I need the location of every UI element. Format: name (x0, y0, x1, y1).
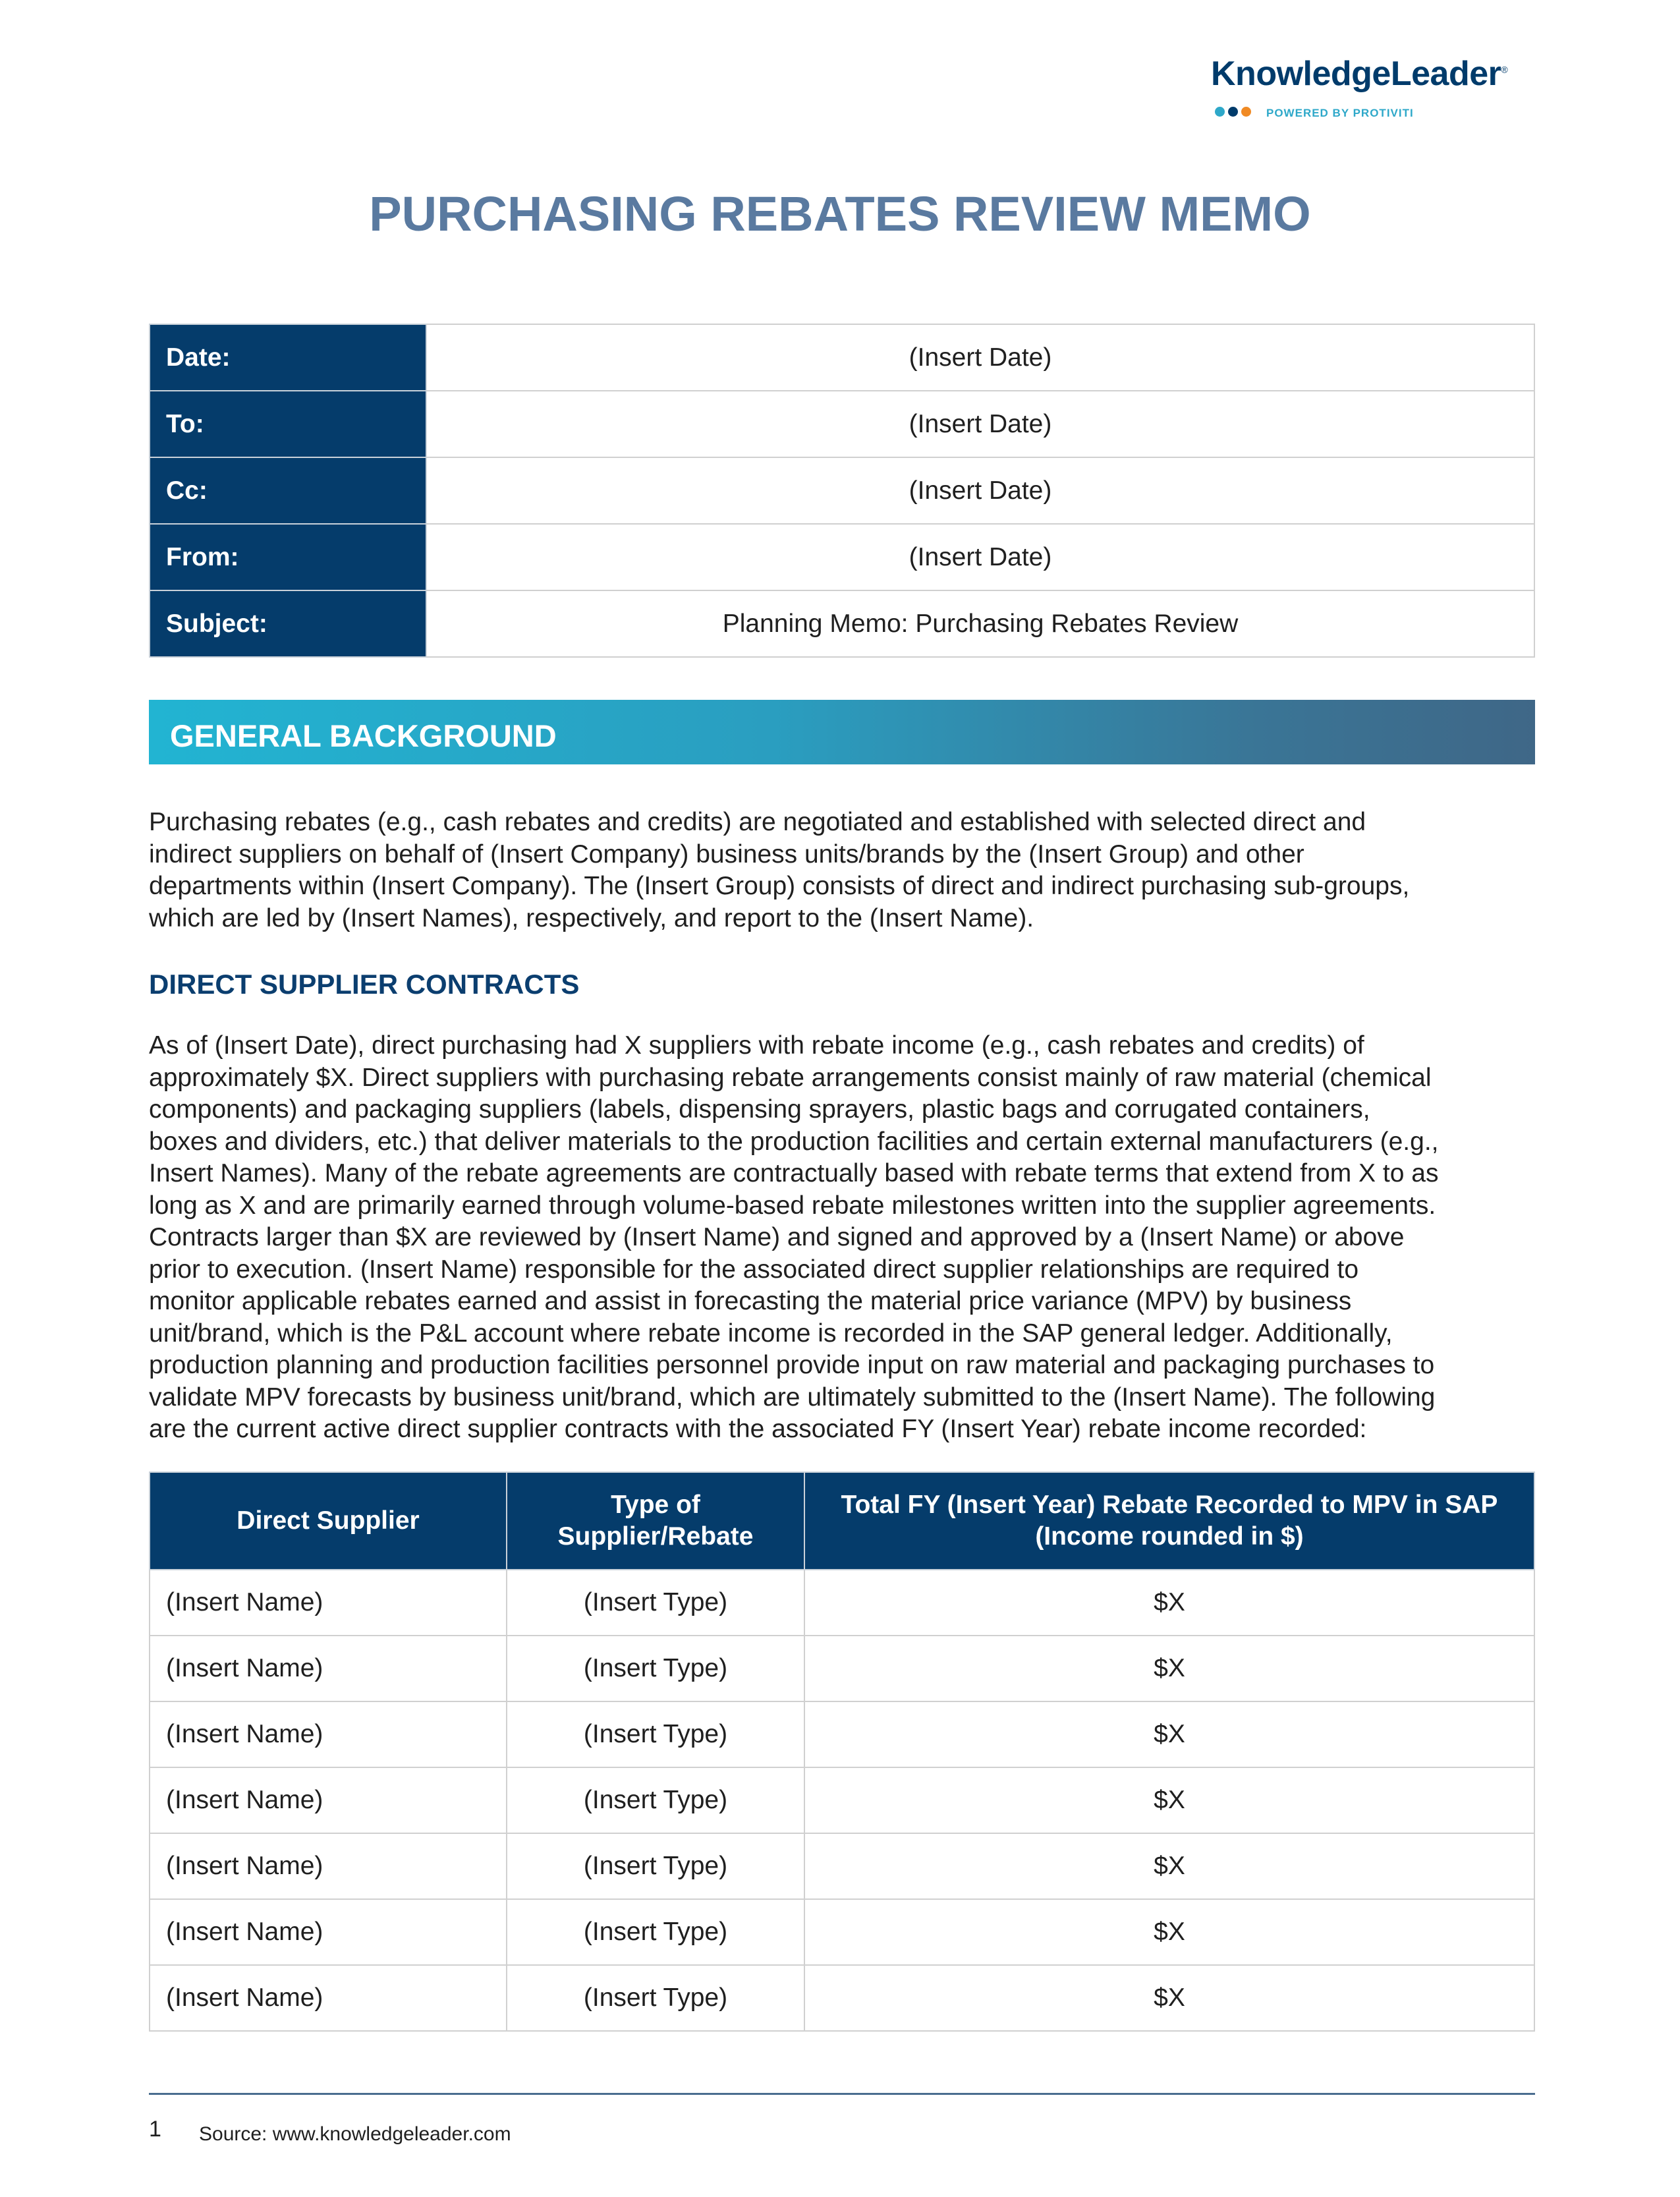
column-header-type: Type of Supplier/Rebate (507, 1472, 804, 1570)
direct-supplier-paragraph (149, 1030, 1539, 1446)
paragraph-line: Contracts larger than $X are reviewed by (Insert Name) and signed and approved by a (Insert Name) or above (149, 1223, 1405, 1251)
paragraph-line: components) and packaging suppliers (labels, dispensing sprayers, plastic bags and corrugated containers, (149, 1095, 1370, 1124)
memo-row (150, 524, 1534, 590)
supplier-name-cell[interactable]: (Insert Name) (150, 1965, 507, 2031)
supplier-type-cell[interactable]: (Insert Type) (507, 1965, 804, 2031)
paragraph-line: long as X and are primarily earned through volume-based rebate milestones written into the supplier agreements. (149, 1191, 1436, 1220)
rebate-total-cell[interactable]: $X (804, 1636, 1534, 1701)
table-row (150, 1965, 1534, 2031)
supplier-type-cell[interactable]: (Insert Type) (507, 1636, 804, 1701)
section-heading: GENERAL BACKGROUND (170, 718, 557, 753)
logo-wordmark: KnowledgeLeader® (1211, 55, 1508, 93)
rebate-total-cell[interactable]: $X (804, 1701, 1534, 1767)
supplier-name-cell[interactable]: (Insert Name) (150, 1767, 507, 1833)
memo-label: Cc: (150, 457, 426, 524)
supplier-name-cell[interactable]: (Insert Name) (150, 1833, 507, 1899)
source-note: Source: www.knowledgeleader.com (199, 2123, 511, 2145)
table-row (150, 1899, 1534, 1965)
memo-value-field[interactable]: (Insert Date) (426, 524, 1534, 590)
paragraph-line: production planning and production facilities personnel provide input on raw material and packaging purchases to (149, 1351, 1435, 1379)
paragraph-line: prior to execution. (Insert Name) responsible for the associated direct supplier relationships are required to (149, 1255, 1359, 1284)
logo-dot (1215, 107, 1225, 117)
paragraph-line: boxes and dividers, etc.) that deliver materials to the production facilities and certain external manufacturers (e.g., (149, 1127, 1439, 1156)
memo-row (150, 590, 1534, 657)
supplier-name-cell[interactable]: (Insert Name) (150, 1701, 507, 1767)
knowledgeleader-logo[interactable] (1211, 54, 1527, 127)
memo-label: Date: (150, 324, 426, 391)
supplier-name-cell[interactable]: (Insert Name) (150, 1636, 507, 1701)
column-header-total: Total FY (Insert Year) Rebate Recorded to MPV in SAP (Income rounded in $) (804, 1472, 1534, 1570)
section-banner (149, 700, 1535, 764)
page-number: 1 (149, 2117, 161, 2142)
paragraph-line: unit/brand, which is the P&L account where rebate income is recorded in the SAP general ledger. Additionally, (149, 1319, 1393, 1348)
supplier-name-cell[interactable]: (Insert Name) (150, 1570, 507, 1636)
memo-row (150, 391, 1534, 457)
rebate-total-cell[interactable]: $X (804, 1899, 1534, 1965)
supplier-type-cell[interactable]: (Insert Type) (507, 1833, 804, 1899)
memo-value-field[interactable]: (Insert Date) (426, 391, 1534, 457)
memo-value-field[interactable]: (Insert Date) (426, 457, 1534, 524)
paragraph-line: validate MPV forecasts by business unit/brand, which are ultimately submitted to the (Insert Name). The following (149, 1383, 1436, 1412)
table-row (150, 1636, 1534, 1701)
rebate-total-cell[interactable]: $X (804, 1833, 1534, 1899)
footer-divider (149, 2093, 1535, 2095)
supplier-table (149, 1471, 1535, 2032)
memo-row (150, 457, 1534, 524)
table-header-row (150, 1472, 1534, 1570)
memo-value-field[interactable]: (Insert Date) (426, 324, 1534, 391)
memo-label: From: (150, 524, 426, 590)
paragraph-line: Insert Names). Many of the rebate agreements are contractually based with rebate terms that extend from X to as (149, 1159, 1439, 1187)
rebate-total-cell[interactable]: $X (804, 1767, 1534, 1833)
column-header-supplier: Direct Supplier (150, 1472, 507, 1570)
supplier-type-cell[interactable]: (Insert Type) (507, 1570, 804, 1636)
table-row (150, 1701, 1534, 1767)
subsection-heading: DIRECT SUPPLIER CONTRACTS (149, 969, 580, 1000)
paragraph-line: which are led by (Insert Names), respectively, and report to the (Insert Name). (149, 903, 1034, 932)
table-row (150, 1833, 1534, 1899)
page-title: PURCHASING REBATES REVIEW MEMO (369, 186, 1311, 241)
paragraph-line: indirect suppliers on behalf of (Insert Company) business units/brands by the (Insert Group) and other (149, 840, 1304, 869)
memo-label: Subject: (150, 590, 426, 657)
memo-value-field[interactable]: Planning Memo: Purchasing Rebates Review (426, 590, 1534, 657)
supplier-type-cell[interactable]: (Insert Type) (507, 1767, 804, 1833)
logo-dot (1241, 107, 1251, 117)
memo-row (150, 324, 1534, 391)
paragraph-line: departments within (Insert Company). The (Insert Group) consists of direct and indirect purchasing sub-groups, (149, 872, 1410, 900)
rebate-total-cell[interactable]: $X (804, 1570, 1534, 1636)
general-background-paragraph (149, 807, 1539, 934)
logo-dot (1228, 107, 1238, 117)
table-row (150, 1570, 1534, 1636)
supplier-type-cell[interactable]: (Insert Type) (507, 1701, 804, 1767)
paragraph-line: approximately $X. Direct suppliers with purchasing rebate arrangements consist mainly of raw material (chemical (149, 1063, 1432, 1092)
memo-label: To: (150, 391, 426, 457)
logo-dots-icon (1215, 107, 1254, 120)
memo-header-table (149, 324, 1535, 658)
paragraph-line: Purchasing rebates (e.g., cash rebates and credits) are negotiated and established with selected direct and (149, 808, 1366, 836)
logo-tagline: POWERED BY PROTIVITI (1266, 107, 1414, 119)
table-row (150, 1767, 1534, 1833)
paragraph-line: are the current active direct supplier contracts with the associated FY (Insert Year) rebate income recorded: (149, 1415, 1367, 1443)
paragraph-line: monitor applicable rebates earned and assist in forecasting the material price variance (MPV) by business (149, 1287, 1352, 1315)
paragraph-line: As of (Insert Date), direct purchasing had X suppliers with rebate income (e.g., cash rebates and credits) of (149, 1031, 1364, 1060)
supplier-name-cell[interactable]: (Insert Name) (150, 1899, 507, 1965)
supplier-type-cell[interactable]: (Insert Type) (507, 1899, 804, 1965)
rebate-total-cell[interactable]: $X (804, 1965, 1534, 2031)
